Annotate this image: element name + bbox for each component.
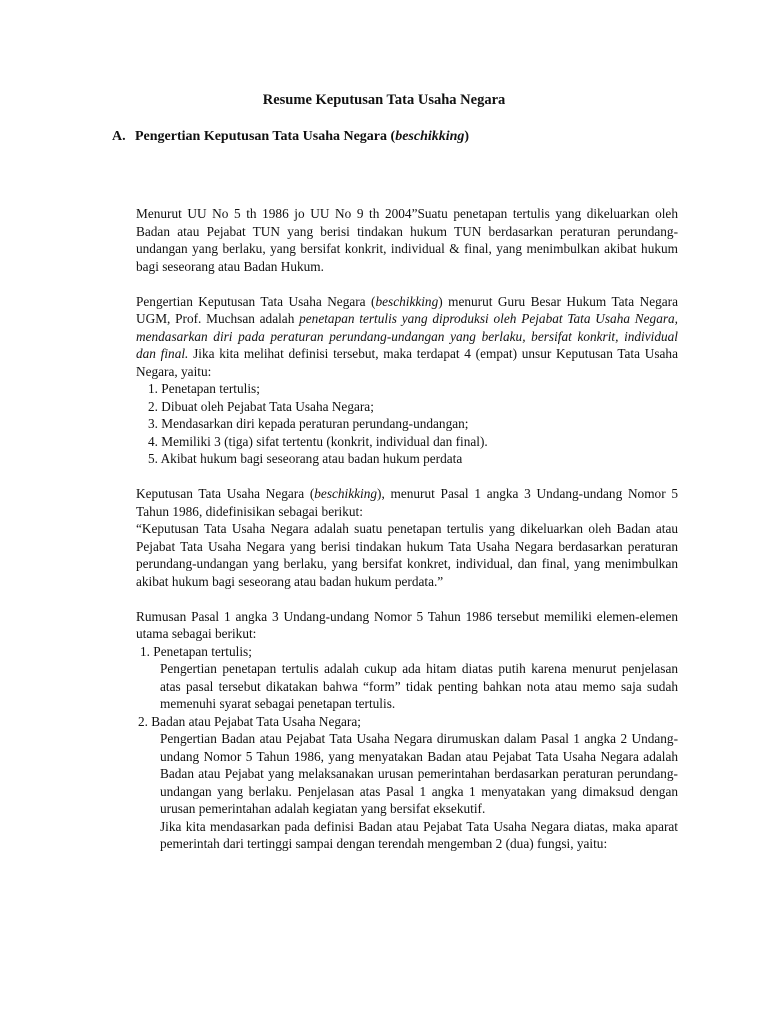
criteria-item: 1. Penetapan tertulis;	[148, 381, 260, 396]
p2-definition: penetapan tertulis yang diproduksi oleh Pejabat Tata Usaha Negara, mendasarkan diri pada peraturan perundang-undangan yang berlaku, bersifat konkrit, individual dan final.	[136, 311, 678, 361]
p2-text-2: ) menurut Guru Besar Hukum Tata Negara UGM, Prof. Muchsan adalah	[136, 293, 678, 326]
paragraph-muchsan-definition	[136, 293, 678, 381]
criteria-list	[136, 380, 678, 468]
p2-text-3: Jika kita melihat definisi tersebut, maka terdapat 4 (empat) unsur Keputusan Tata Usaha Negara, yaitu:	[136, 346, 678, 379]
p2-text-1: Pengertian Keputusan Tata Usaha Negara (	[136, 293, 376, 309]
section-heading-term: beschikking	[395, 129, 465, 144]
document-body	[136, 205, 678, 853]
element-2-text-continued: Jika kita mendasarkan pada definisi Badan atau Pejabat Tata Usaha Negara diatas, maka aparat pemerintah dari tertinggi sampai dengan terendah mengemban 2 (dua) fungsi, yaitu:	[160, 818, 678, 851]
section-heading	[112, 128, 469, 146]
document-title: Resume Keputusan Tata Usaha Negara	[262, 92, 506, 108]
criteria-item: 4. Memiliki 3 (tiga) sifat tertentu (konkrit, individual dan final).	[148, 433, 488, 449]
element-2-label: 2. Badan atau Pejabat Tata Usaha Negara;	[138, 713, 361, 729]
p2-term: beschikking	[375, 293, 439, 309]
section-letter: A.	[112, 129, 126, 144]
element-1-label: 1. Penetapan tertulis;	[140, 643, 252, 659]
quote-definition: “Keputusan Tata Usaha Negara adalah suatu penetapan tertulis yang dikeluarkan oleh Badan atau Pejabat Tata Usaha Negara yang berisi tindakan hukum Tata Usaha Negara berdasarkan peraturan perundang-undangan yang berlaku, yang bersifat konkret, individual, dan final, yang menimbulkan akibat hukum bagi seseorang atau badan hukum perdata.”	[136, 521, 678, 589]
criteria-item: 5. Akibat hukum bagi seseorang atau badan hukum perdata	[148, 451, 463, 466]
element-1-text: Pengertian penetapan tertulis adalah cukup ada hitam diatas putih karena menurut penjelasan atas pasal tersebut dikatakan bahwa “form” tidak penting bahkan nota atau memo saja sudah memenuhi syarat sebagai penetapan tertulis.	[160, 661, 678, 711]
paragraph-uu-definition: Menurut UU No 5 th 1986 jo UU No 9 th 2004”Suatu penetapan tertulis yang dikeluarkan oleh Badan atau Pejabat TUN yang berisi tindakan hukum TUN berdasarkan peraturan perundang-undangan yang berlaku, yang bersifat konkrit, individual & final, yang menimbulkan akibat hukum bagi seseorang atau Badan Hukum.	[136, 206, 678, 274]
p3-text-1: Keputusan Tata Usaha Negara (	[136, 486, 315, 501]
section-heading-text: Pengertian Keputusan Tata Usaha Negara (	[135, 129, 396, 144]
p3-term: beschikking	[314, 486, 378, 501]
paragraph-pasal-1	[136, 485, 678, 520]
criteria-item: 3. Mendasarkan diri kepada peraturan perundang-undangan;	[148, 416, 469, 431]
section-heading-close: )	[464, 129, 470, 144]
p3-text-2: ), menurut Pasal 1 angka 3 Undang-undang Nomor 5 Tahun 1986, didefinisikan sebagai berikut:	[136, 486, 678, 519]
element-2-text: Pengertian Badan atau Pejabat Tata Usaha Negara dirumuskan dalam Pasal 1 angka 2 Undang-undang Nomor 5 Tahun 1986, yang menyatakan Badan atau Pejabat Tata Usaha Negara adalah Badan atau Pejabat yang melaksanakan urusan pemerintahan berdasarkan peraturan perundang-undangan yang berlaku. Penjelasan atas Pasal 1 angka 1 menyatakan yang dimaksud dengan urusan pemerintahan adalah kegiatan yang bersifat eksekutif.	[160, 731, 678, 816]
paragraph-elements-intro: Rumusan Pasal 1 angka 3 Undang-undang Nomor 5 Tahun 1986 tersebut memiliki elemen-elemen utama sebagai berikut:	[136, 608, 678, 641]
criteria-item: 2. Dibuat oleh Pejabat Tata Usaha Negara;	[148, 398, 374, 414]
